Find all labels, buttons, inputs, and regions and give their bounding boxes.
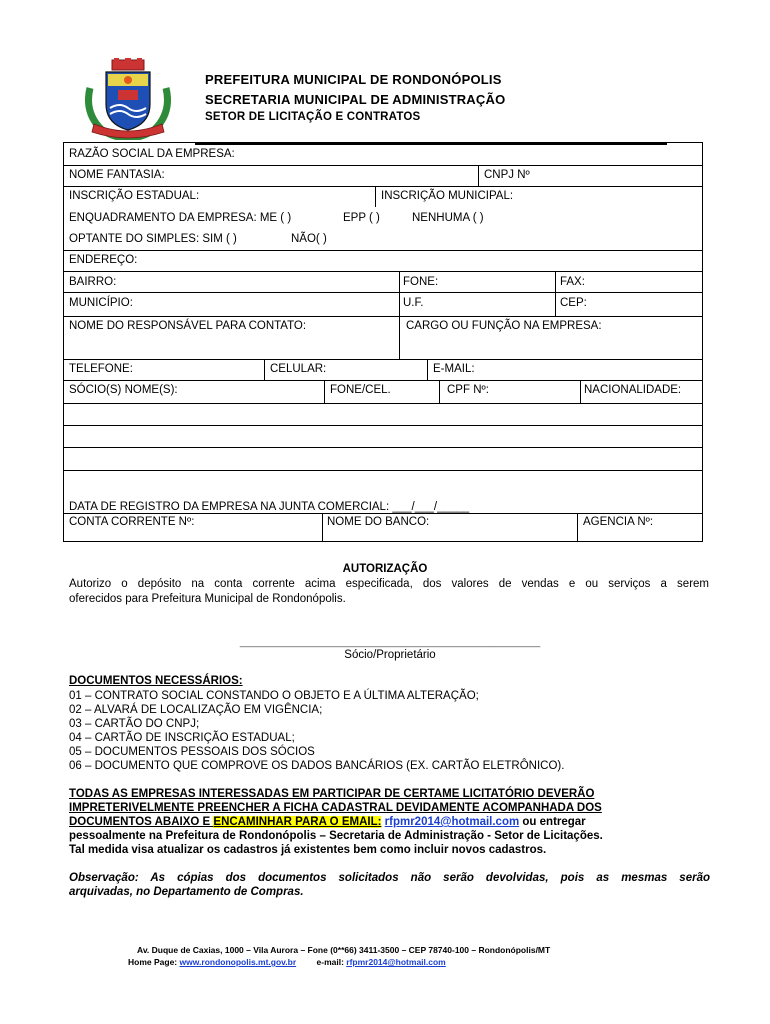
responsavel-label: NOME DO RESPONSÁVEL PARA CONTATO:: [69, 320, 307, 332]
signature-label: Sócio/Proprietário: [344, 649, 436, 661]
documento-item: 06 – DOCUMENTO QUE COMPROVE OS DADOS BANCÁRIOS (EX. CARTÃO ELETRÔNICO).: [69, 760, 565, 772]
aviso-line-5: Tal medida visa atualizar os cadastros já existentes bem como incluir novos cadastros.: [69, 844, 547, 856]
row-divider: [64, 403, 702, 404]
col-divider: [427, 359, 428, 380]
socios-label: SÓCIO(S) NOME(S):: [69, 384, 178, 396]
aviso-line-3a: DOCUMENTOS ABAIXO E: [69, 816, 214, 828]
row-divider: [64, 380, 702, 381]
epp-label: EPP ( ): [343, 212, 380, 224]
header-line-3: SETOR DE LICITAÇÃO E CONTRATOS: [205, 111, 421, 123]
autorizacao-title: AUTORIZAÇÃO: [342, 563, 428, 575]
col-divider: [375, 186, 376, 207]
documento-item: 04 – CARTÃO DE INSCRIÇÃO ESTADUAL;: [69, 732, 295, 744]
row-divider: [64, 470, 702, 471]
documento-item: 01 – CONTRATO SOCIAL CONSTANDO O OBJETO E A ÚLTIMA ALTERAÇÃO;: [69, 690, 479, 702]
col-divider: [555, 271, 556, 316]
coat-of-arms-icon: [80, 58, 176, 140]
row-divider: [64, 425, 702, 426]
bairro-label: BAIRRO:: [69, 276, 117, 288]
row-divider: [64, 250, 702, 251]
aviso-email-link[interactable]: rfpmr2014@hotmail.com: [384, 816, 520, 828]
celular-label: CELULAR:: [270, 363, 327, 375]
enquadramento-label: ENQUADRAMENTO DA EMPRESA: ME ( ): [69, 212, 292, 224]
cnpj-label: CNPJ Nº: [484, 169, 530, 181]
conta-corrente-label: CONTA CORRENTE Nº:: [69, 516, 195, 528]
col-divider: [324, 380, 325, 403]
row-divider: [64, 316, 702, 317]
cpf-label: CPF Nº:: [447, 384, 489, 396]
data-registro-label: DATA DE REGISTRO DA EMPRESA NA JUNTA COMERCIAL: ___/___/_____: [69, 501, 470, 513]
aviso-line-2: IMPRETERIVELMENTE PREENCHER A FICHA CADASTRAL DEVIDAMENTE ACOMPANHADA DOS: [69, 802, 602, 814]
footer-contact: [128, 957, 446, 967]
autorizacao-line-2: oferecidos para Prefeitura Municipal de Rondonópolis.: [69, 593, 346, 605]
cargo-label: CARGO OU FUNÇÃO NA EMPRESA:: [406, 320, 602, 332]
aviso-line-1: TODAS AS EMPRESAS INTERESSADAS EM PARTICIPAR DE CERTAME LICITATÓRIO DEVERÃO: [69, 788, 595, 800]
row-divider: [64, 447, 702, 448]
row-divider: [64, 186, 702, 187]
nacionalidade-label: NACIONALIDADE:: [584, 384, 682, 396]
aviso-highlight: ENCAMINHAR PARA O EMAIL:: [213, 816, 382, 828]
cep-label: CEP:: [560, 297, 587, 309]
col-divider: [580, 380, 581, 403]
home-page-link[interactable]: www.rondonopolis.mt.gov.br: [179, 957, 297, 967]
row-divider: [64, 271, 702, 272]
row-divider: [64, 359, 702, 360]
email-label: e-mail:: [316, 957, 347, 967]
documento-item: 02 – ALVARÁ DE LOCALIZAÇÃO EM VIGÊNCIA;: [69, 704, 323, 716]
registration-form: [63, 142, 703, 542]
municipio-label: MUNICÍPIO:: [69, 297, 133, 309]
endereco-label: ENDEREÇO:: [69, 254, 138, 266]
col-divider: [399, 271, 400, 316]
aviso-line-3d: ou entregar: [519, 816, 586, 828]
agencia-label: AGENCIA Nº:: [583, 516, 654, 528]
observacao-line-1: Observação: As cópias dos documentos solicitados não serão devolvidas, pois as mesmas serão: [69, 872, 710, 884]
telefone-label: TELEFONE:: [69, 363, 133, 375]
observacao-line-2: arquivadas, no Departamento de Compras.: [69, 886, 304, 898]
documento-item: 03 – CARTÃO DO CNPJ;: [69, 718, 200, 730]
col-divider: [322, 513, 323, 542]
col-divider: [399, 316, 400, 359]
nenhuma-label: NENHUMA ( ): [412, 212, 484, 224]
nao-label: NÃO( ): [291, 233, 327, 245]
autorizacao-line-1: Autorizo o depósito na conta corrente acima especificada, dos valores de vendas e ou serviços a serem: [69, 578, 709, 590]
inscricao-municipal-label: INSCRIÇÃO MUNICIPAL:: [381, 190, 514, 202]
documentos-title: DOCUMENTOS NECESSÁRIOS:: [69, 675, 243, 687]
optante-simples-label: OPTANTE DO SIMPLES: SIM ( ): [69, 233, 237, 245]
row-divider: [64, 292, 702, 293]
row-divider: [64, 165, 702, 166]
nome-fantasia-label: NOME FANTASIA:: [69, 169, 165, 181]
footer-address: Av. Duque de Caxias, 1000 – Vila Aurora – Fone (0**66) 3411-3500 – CEP 78740-100 – Rondonópolis/MT: [137, 945, 551, 955]
header-line-1: PREFEITURA MUNICIPAL DE RONDONÓPOLIS: [205, 72, 502, 87]
aviso-line-4: pessoalmente na Prefeitura de Rondonópolis – Secretaria de Administração - Setor de Licitações.: [69, 830, 603, 842]
home-page-label: Home Page:: [128, 957, 180, 967]
aviso-line-3: [69, 816, 586, 829]
col-divider: [478, 165, 479, 186]
nome-banco-label: NOME DO BANCO:: [327, 516, 430, 528]
signature-line: ______________________________________________________: [239, 637, 541, 648]
uf-label: U.F.: [403, 297, 424, 309]
razao-social-label: RAZÃO SOCIAL DA EMPRESA:: [69, 148, 235, 160]
col-divider: [264, 359, 265, 380]
fone-cel-label: FONE/CEL.: [330, 384, 391, 396]
header-line-2: SECRETARIA MUNICIPAL DE ADMINISTRAÇÃO: [205, 92, 506, 107]
inscricao-estadual-label: INSCRIÇÃO ESTADUAL:: [69, 190, 200, 202]
fax-label: FAX:: [560, 276, 585, 288]
footer-email-link[interactable]: rfpmr2014@hotmail.com: [346, 957, 446, 967]
fone-label: FONE:: [403, 276, 439, 288]
documento-item: 05 – DOCUMENTOS PESSOAIS DOS SÓCIOS: [69, 746, 315, 758]
col-divider: [439, 380, 440, 403]
col-divider: [577, 513, 578, 542]
email-label: E-MAIL:: [433, 363, 475, 375]
